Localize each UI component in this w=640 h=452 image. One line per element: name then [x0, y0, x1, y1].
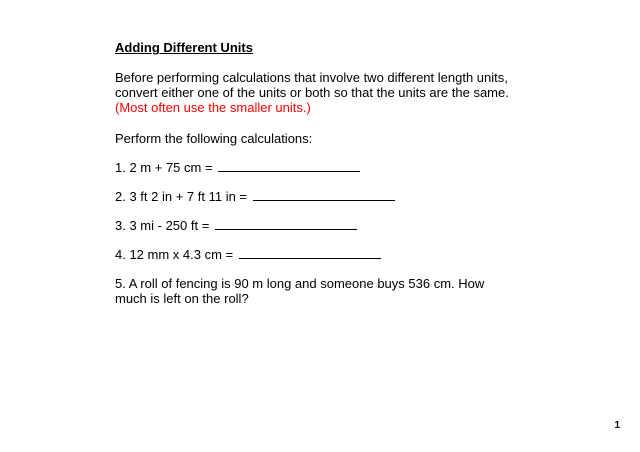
answer-blank	[215, 228, 357, 230]
problem-text: 4. 12 mm x 4.3 cm =	[115, 247, 234, 262]
worksheet-content	[115, 40, 515, 306]
problem-text: 1. 2 m + 75 cm =	[115, 160, 213, 175]
answer-blank	[239, 257, 381, 259]
intro-text: Before performing calculations that involve two different length units, convert either one of the units or both so that the units are the same.	[115, 70, 509, 100]
problem-2	[115, 189, 515, 204]
problem-text: 3. 3 mi - 250 ft =	[115, 218, 210, 233]
answer-blank	[253, 199, 395, 201]
problem-text: 2. 3 ft 2 in + 7 ft 11 in =	[115, 189, 248, 204]
problem-5: 5. A roll of fencing is 90 m long and someone buys 536 cm. How much is left on the roll?	[115, 276, 485, 306]
problem-4	[115, 247, 515, 262]
answer-blank	[218, 170, 360, 172]
intro-paragraph	[115, 70, 515, 115]
problem-1	[115, 160, 515, 175]
worksheet-title: Adding Different Units	[115, 40, 253, 55]
page-number: 1	[614, 420, 620, 431]
instructions-lead: Perform the following calculations:	[115, 131, 313, 146]
intro-note: (Most often use the smaller units.)	[115, 100, 311, 115]
problem-3	[115, 218, 515, 233]
